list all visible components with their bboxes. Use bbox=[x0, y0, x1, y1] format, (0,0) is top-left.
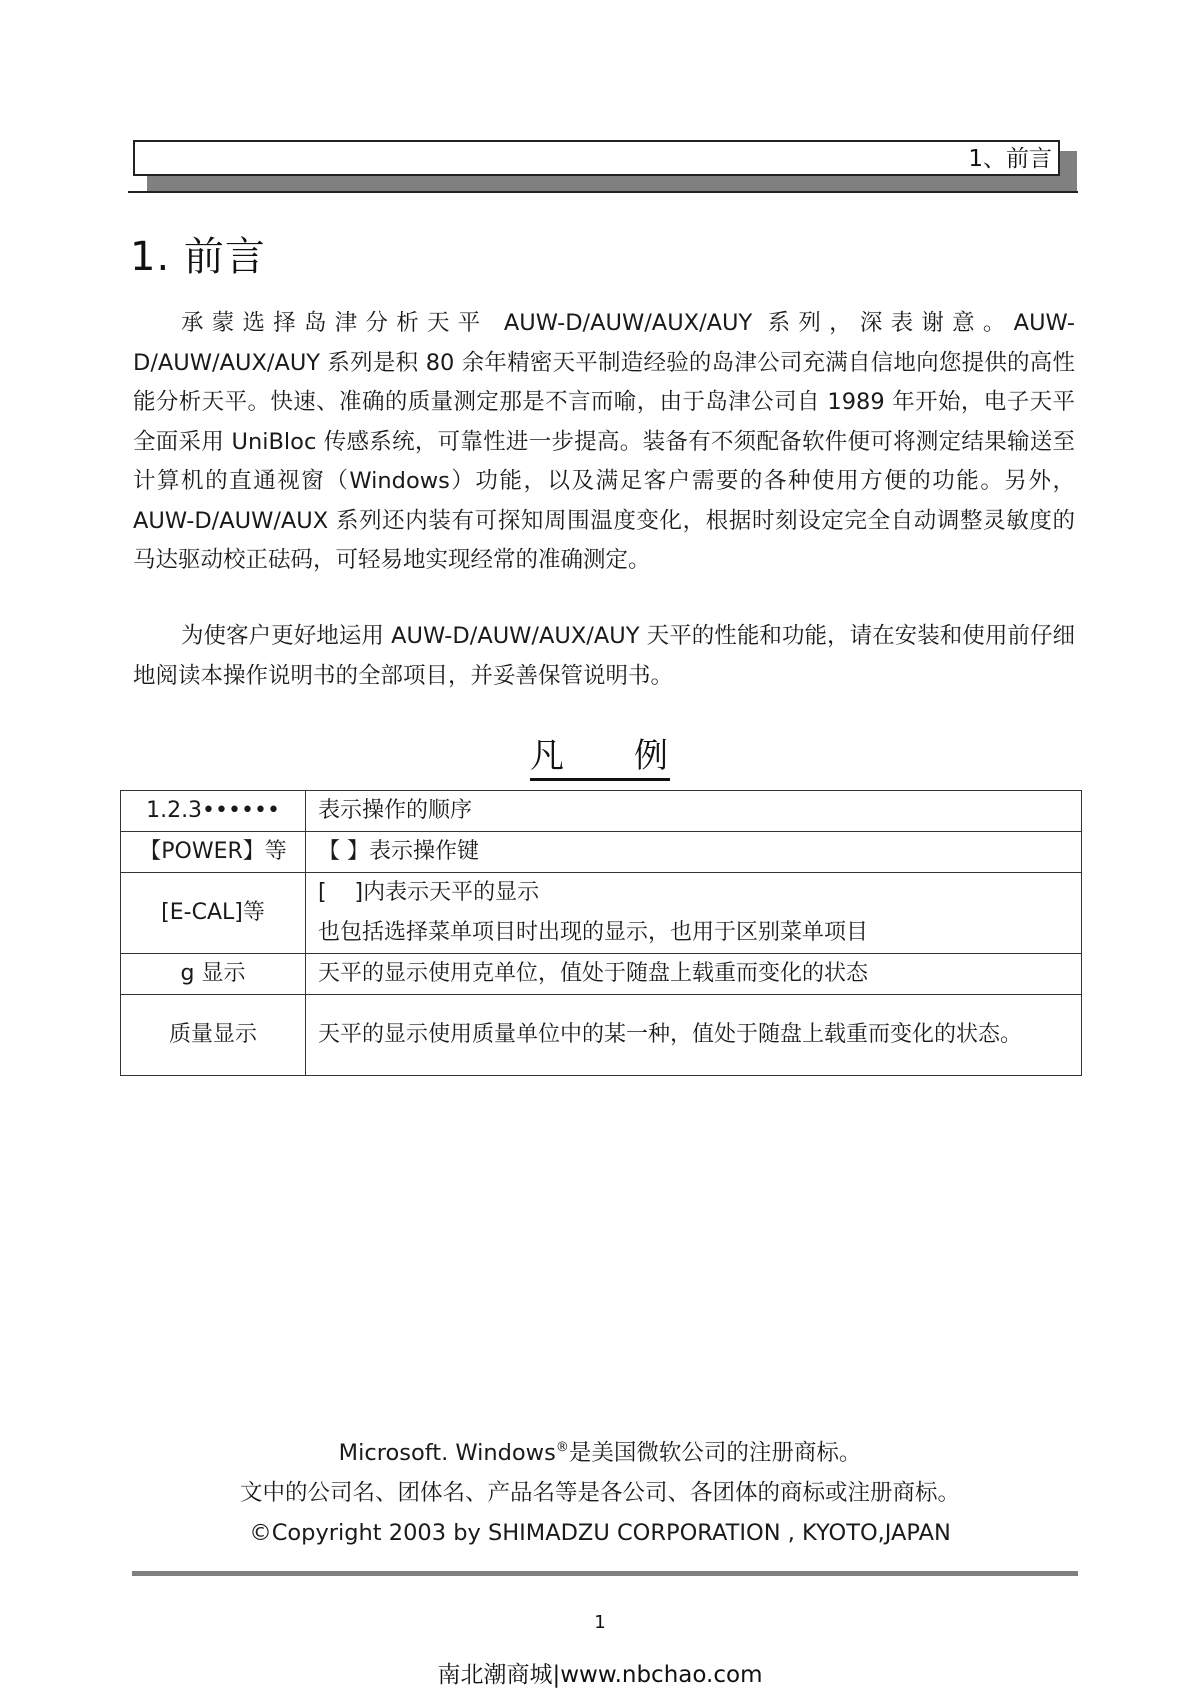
legend-desc-line: 也包括选择菜单项目时出现的显示，也用于区别菜单项目 bbox=[318, 920, 869, 945]
legend-title bbox=[0, 734, 1200, 781]
usage-paragraph: 为使客户更好地运用 AUW-D/AUW/AUX/AUY 天平的性能和功能，请在安装和使用前仔细地阅读本操作说明书的全部项目，并妥善保管说明书。 bbox=[133, 623, 1075, 689]
legend-desc bbox=[306, 791, 1082, 832]
legend-key: 1.2.3•••••• bbox=[121, 791, 306, 832]
legend-row bbox=[121, 995, 1082, 1076]
header-rule bbox=[128, 191, 1078, 193]
legend-desc-line: 【 】表示操作键 bbox=[318, 839, 479, 864]
legend-title-underlined bbox=[530, 734, 670, 781]
names-note: 文中的公司名、团体名、产品名等是各公司、各团体的商标或注册商标。 bbox=[239, 1480, 960, 1506]
legend-desc-line: 表示操作的顺序 bbox=[318, 798, 473, 823]
legend-desc bbox=[306, 954, 1082, 995]
running-header bbox=[133, 140, 1060, 176]
registered-mark: ® bbox=[555, 1440, 569, 1455]
legend-desc bbox=[306, 995, 1082, 1076]
legend-desc bbox=[306, 832, 1082, 873]
intro-paragraph: 承蒙选择岛津分析天平 AUW-D/AUW/AUX/AUY 系列，深表谢意。AUW-D/AUW/AUX/AUY 系列是积 80 余年精密天平制造经验的岛津公司充满自信地向您提供的高性能分析天平。快速、准确的质量测定那是不言而喻，由于岛津公司自 1989 年开始，电子天平全面采用 UniBloc 传感系统，可靠性进一步提高。装备有不须配备软件便可将测定结果输送至计算机的直通视窗（Windows）功能，以及满足客户需要的各种使用方便的功能。另外，AUW-D/AUW/AUX 系列还内装有可探知周围温度变化，根据时刻设定完全自动调整灵敏度的马达驱动校正砝码，可轻易地实现经常的准确测定。 bbox=[133, 310, 1075, 573]
legend-title-right: 例 bbox=[634, 736, 668, 776]
trademark-suffix: 是美国微软公司的注册商标。 bbox=[568, 1440, 862, 1466]
legend-row bbox=[121, 791, 1082, 832]
legend-key: g 显示 bbox=[121, 954, 306, 995]
legend-key: 【POWER】等 bbox=[121, 832, 306, 873]
legend-desc bbox=[306, 873, 1082, 954]
legend-desc-line: 天平的显示使用克单位，值处于随盘上载重而变化的状态 bbox=[318, 961, 869, 986]
trademark-prefix: Microsoft. Windows bbox=[338, 1440, 556, 1466]
trademark-line bbox=[0, 1428, 1200, 1473]
legend-title-left: 凡 bbox=[530, 736, 564, 776]
section-title: 1. 前言 bbox=[130, 234, 266, 280]
legend-key: [E-CAL]等 bbox=[121, 873, 306, 954]
legend-row bbox=[121, 832, 1082, 873]
copyright: ©Copyright 2003 by SHIMADZU CORPORATION , KYOTO,JAPAN bbox=[249, 1520, 951, 1546]
legend-table bbox=[120, 790, 1082, 1076]
legend-row bbox=[121, 954, 1082, 995]
legend-desc-line: [ ]内表示天平的显示 bbox=[318, 880, 540, 905]
legend-key: 质量显示 bbox=[121, 995, 306, 1076]
page-number: 1 bbox=[594, 1612, 606, 1633]
trademark-notes bbox=[0, 1428, 1200, 1553]
watermark: 南北潮商城|www.nbchao.com bbox=[437, 1662, 763, 1688]
legend-row bbox=[121, 873, 1082, 954]
footer-rule bbox=[132, 1571, 1078, 1576]
running-header-title: 1、前言 bbox=[968, 146, 1052, 172]
legend-desc-line: 天平的显示使用质量单位中的某一种，值处于随盘上载重而变化的状态。 bbox=[318, 1022, 1023, 1047]
